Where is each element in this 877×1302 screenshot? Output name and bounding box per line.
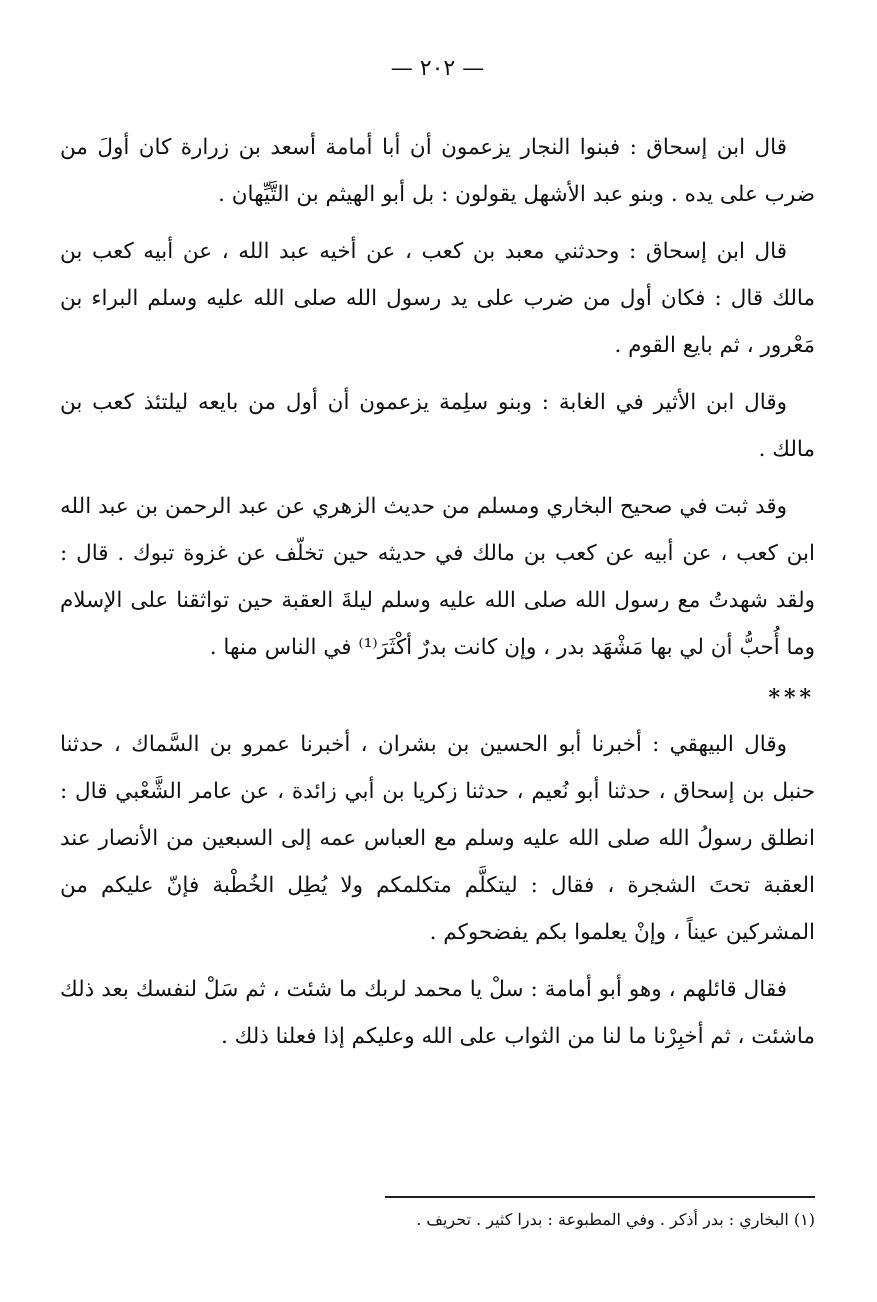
- main-text: [60, 124, 815, 1070]
- footnote: (١) البخاري : بدر أذكر . وفي المطبوعة : بدرا كثير . تحريف .: [416, 1210, 815, 1229]
- footnote-divider: [385, 1196, 815, 1198]
- book-page: [60, 0, 815, 1302]
- paragraph-3: وقال ابن الأثير في الغابة : وبنو سلِمة يزعمون أن أول من بايعه ليلتئذ كعب بن مالك .: [60, 390, 815, 462]
- paragraph-1: قال ابن إسحاق : فبنوا النجار يزعمون أن أبا أمامة أسعد بن زرارة كان أولَ من ضرب على يده . وبنو عبد الأشهل يقولون : بل أبو الهيثم بن التَّيِّهان .: [60, 135, 815, 207]
- paragraph-5: وقال البيهقي : أخبرنا أبو الحسين بن بشران ، أخبرنا عمرو بن السَّماك ، حدثنا حنبل بن إسحاق ، حدثنا أبو نُعيم ، حدثنا زكريا بن أبي زائدة ، عن عامر الشَّعْبي قال : انطلق رسولُ الله صلى الله عليه وسلم مع العباس عمه إلى السبعين من الأنصار عند العقبة تحتَ الشجرة ، فقال : ليتكلَّم متكلمكم ولا يُطِل الخُطْبة فإنّ عليكم من المشركين عيناً ، وإنْ يعلموا بكم يفضحوكم .: [60, 732, 815, 945]
- paragraph-4: وقد ثبت في صحيح البخاري ومسلم من حديث الزهري عن عبد الرحمن بن عبد الله ابن كعب ، عن أبيه عن كعب بن مالك في حديثه حين تخلّف عن غزوة تبوك . قال : ولقد شهدتُ مع رسول الله صلى الله عليه وسلم ليلةَ العقبة حين تواثقنا على الإسلام وما أُحبُّ أن لي بها مَشْهَد بدر ، وإن كانت بدرٌ أكْثَرَ⁽¹⁾ في الناس منها .: [60, 494, 815, 660]
- page-number: — ٢٠٢ —: [390, 56, 485, 81]
- paragraph-2: قال ابن إسحاق : وحدثني معبد بن كعب ، عن أخيه عبد الله ، عن أبيه كعب بن مالك قال : فكان أول من ضرب على يد رسول الله صلى الله عليه وسلم البراء بن مَعْرور ، ثم بايع القوم .: [60, 239, 815, 358]
- section-separator: ***: [768, 685, 815, 711]
- paragraph-6: فقال قائلهم ، وهو أبو أمامة : سلْ يا محمد لربك ما شئت ، ثم سَلْ لنفسك بعد ذلك ماشئت ، ثم أخبِرْنا ما لنا من الثواب على الله وعليكم إذا فعلنا ذلك .: [60, 977, 815, 1049]
